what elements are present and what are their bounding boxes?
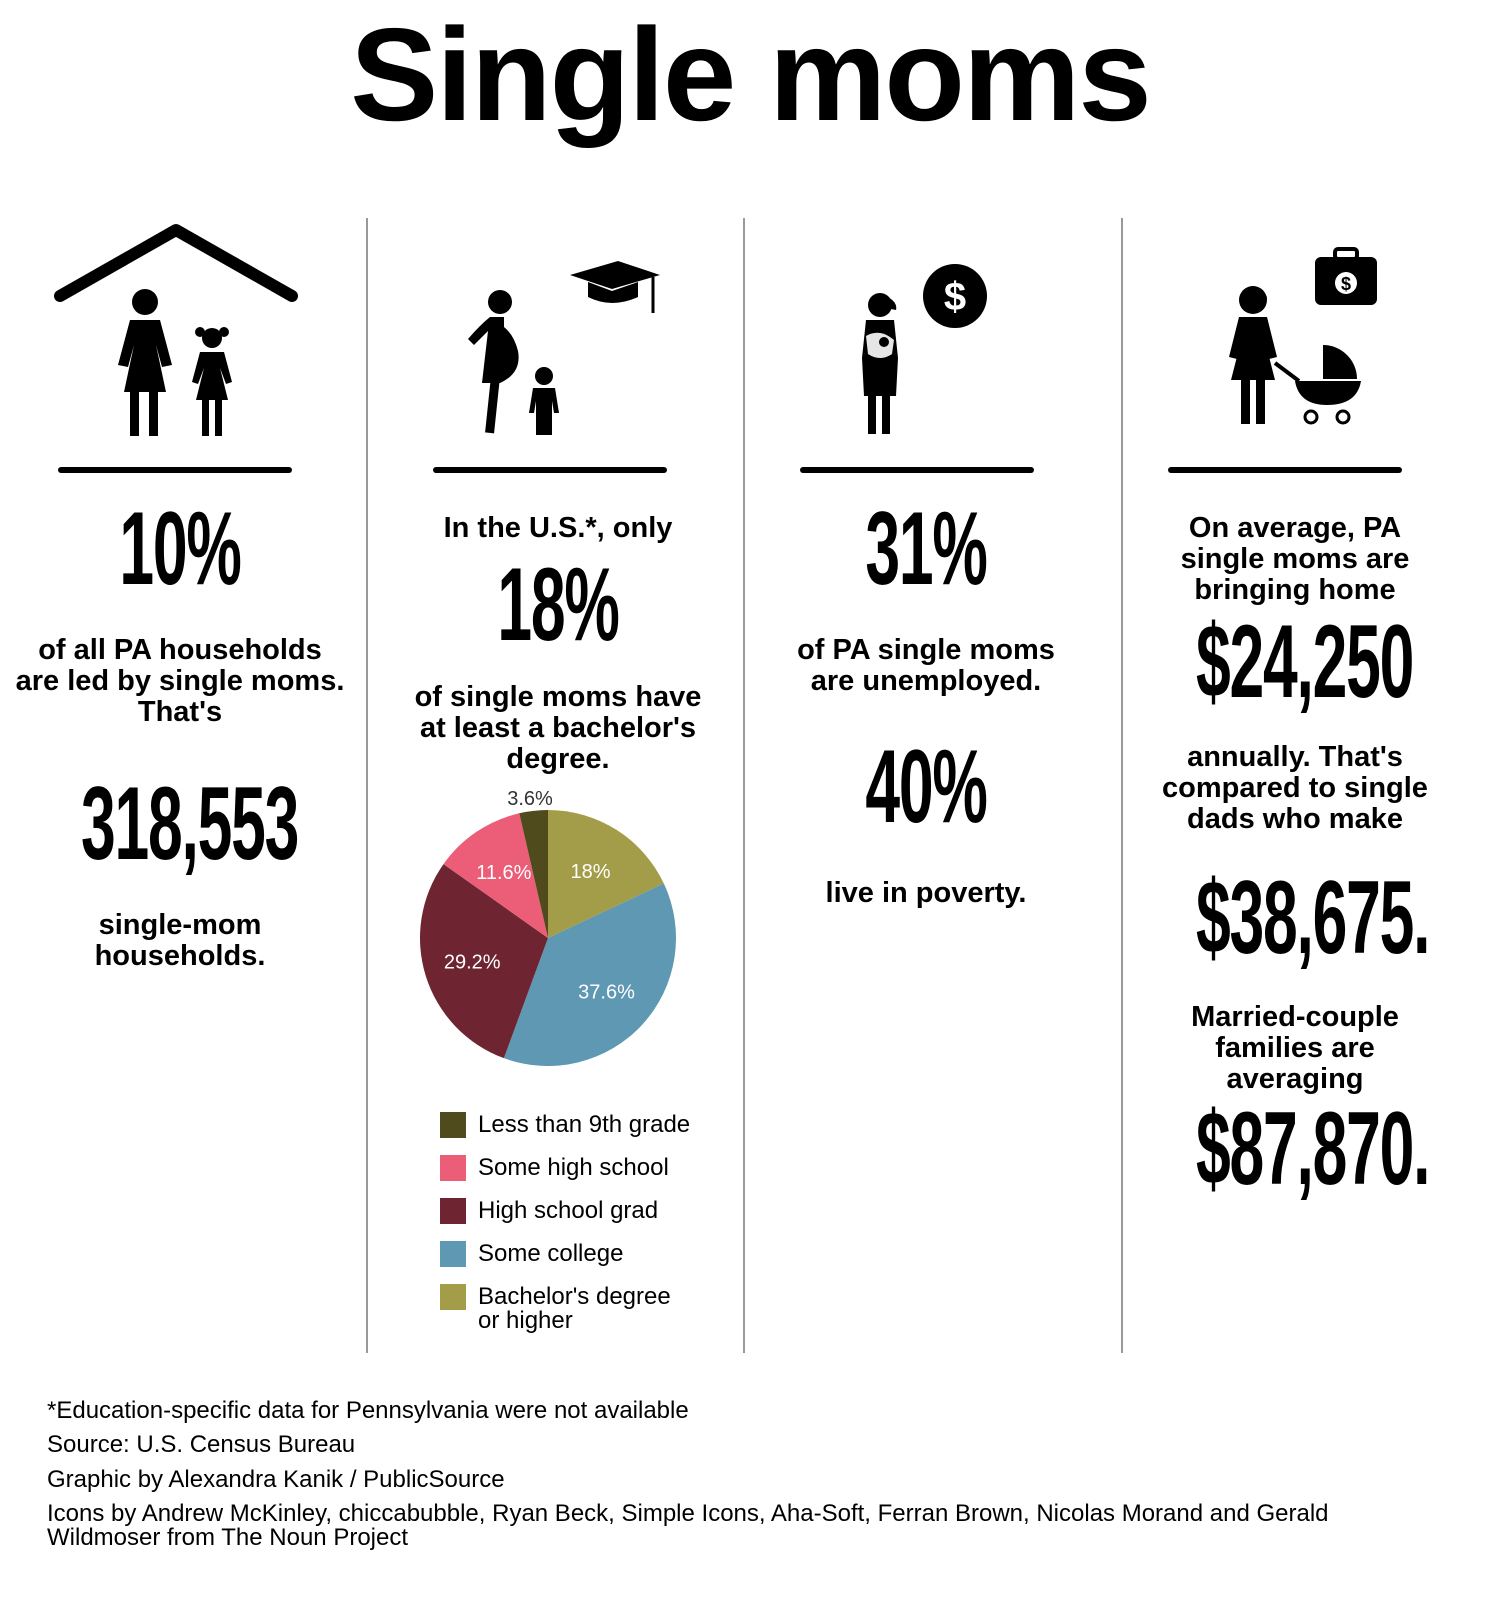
stat-poverty-percent: 40%: [865, 729, 987, 845]
divider-line: [800, 467, 1034, 473]
legend-label: High school grad: [478, 1197, 659, 1224]
footnote: *Education-specific data for Pennsylvania were not available: [47, 1397, 689, 1424]
pie-data-label: 11.6%: [476, 862, 532, 885]
column-divider: [1121, 218, 1123, 1353]
credit: Graphic by Alexandra Kanik / PublicSource: [47, 1466, 505, 1493]
pie-data-label: 18%: [570, 860, 611, 883]
mother-stroller-briefcase-icon: [1215, 245, 1395, 445]
stat-mom-income: $24,250: [1196, 604, 1414, 720]
legend-label: Some high school: [478, 1154, 669, 1181]
pie-data-label: 3.6%: [507, 788, 553, 810]
stat-households-text2: single-mom households.: [94, 909, 266, 972]
svg-text:$: $: [943, 275, 967, 319]
stat-poverty-text: live in poverty.: [825, 877, 1027, 909]
svg-text:$: $: [1340, 274, 1352, 294]
stat-unemployed-text: of PA single moms are unemployed.: [797, 634, 1055, 697]
page-title: Single moms: [350, 1, 1150, 148]
house-mom-daughter-icon: [50, 220, 310, 450]
income-compare-text: annually. That's compared to single dads who make: [1162, 741, 1428, 835]
education-pie-chart: [390, 780, 730, 1080]
education-intro: In the U.S.*, only: [443, 512, 673, 544]
icon-credits: Icons by Andrew McKinley, chiccabubble, Ryan Beck, Simple Icons, Aha-Soft, Ferran Brown, Nicolas Morand and Gerald: [47, 1500, 1329, 1527]
icon-credits-2: Wildmoser from The Noun Project: [47, 1524, 409, 1551]
stat-unemployed-percent: 31%: [865, 491, 987, 607]
stat-households-text: of all PA households are led by single moms. That's: [15, 634, 345, 728]
pie-legend: [440, 1112, 760, 1342]
legend-label: Less than 9th grade: [478, 1111, 691, 1138]
legend-swatch: [440, 1155, 466, 1181]
legend-label: or higher: [478, 1307, 573, 1334]
married-text: Married-couple families are averaging: [1191, 1001, 1399, 1095]
stat-households-percent: 10%: [119, 491, 241, 607]
column-divider: [366, 218, 368, 1353]
income-intro: On average, PA single moms are bringing home: [1180, 512, 1410, 606]
legend-swatch: [440, 1198, 466, 1224]
stat-dad-income: $38,675.: [1196, 860, 1430, 976]
legend-label: Bachelor's degree: [478, 1283, 671, 1310]
stat-households-count: 318,553: [80, 766, 299, 882]
legend-swatch: [440, 1284, 466, 1310]
stat-married-income: $87,870.: [1196, 1091, 1430, 1207]
divider-line: [433, 467, 667, 473]
stat-bachelor-percent: 18%: [497, 547, 619, 663]
stat-bachelor-text: of single moms have at least a bachelor's degree.: [414, 681, 702, 775]
legend-label: Some college: [478, 1240, 624, 1267]
mother-baby-dollar-icon: [840, 258, 1000, 443]
legend-swatch: [440, 1241, 466, 1267]
divider-line: [58, 467, 292, 473]
pregnant-woman-child-graduation-icon: [460, 255, 675, 445]
source: Source: U.S. Census Bureau: [47, 1431, 356, 1458]
pie-data-label: 37.6%: [578, 981, 635, 1004]
divider-line: [1168, 467, 1402, 473]
legend-swatch: [440, 1112, 466, 1138]
pie-data-label: 29.2%: [443, 951, 501, 974]
